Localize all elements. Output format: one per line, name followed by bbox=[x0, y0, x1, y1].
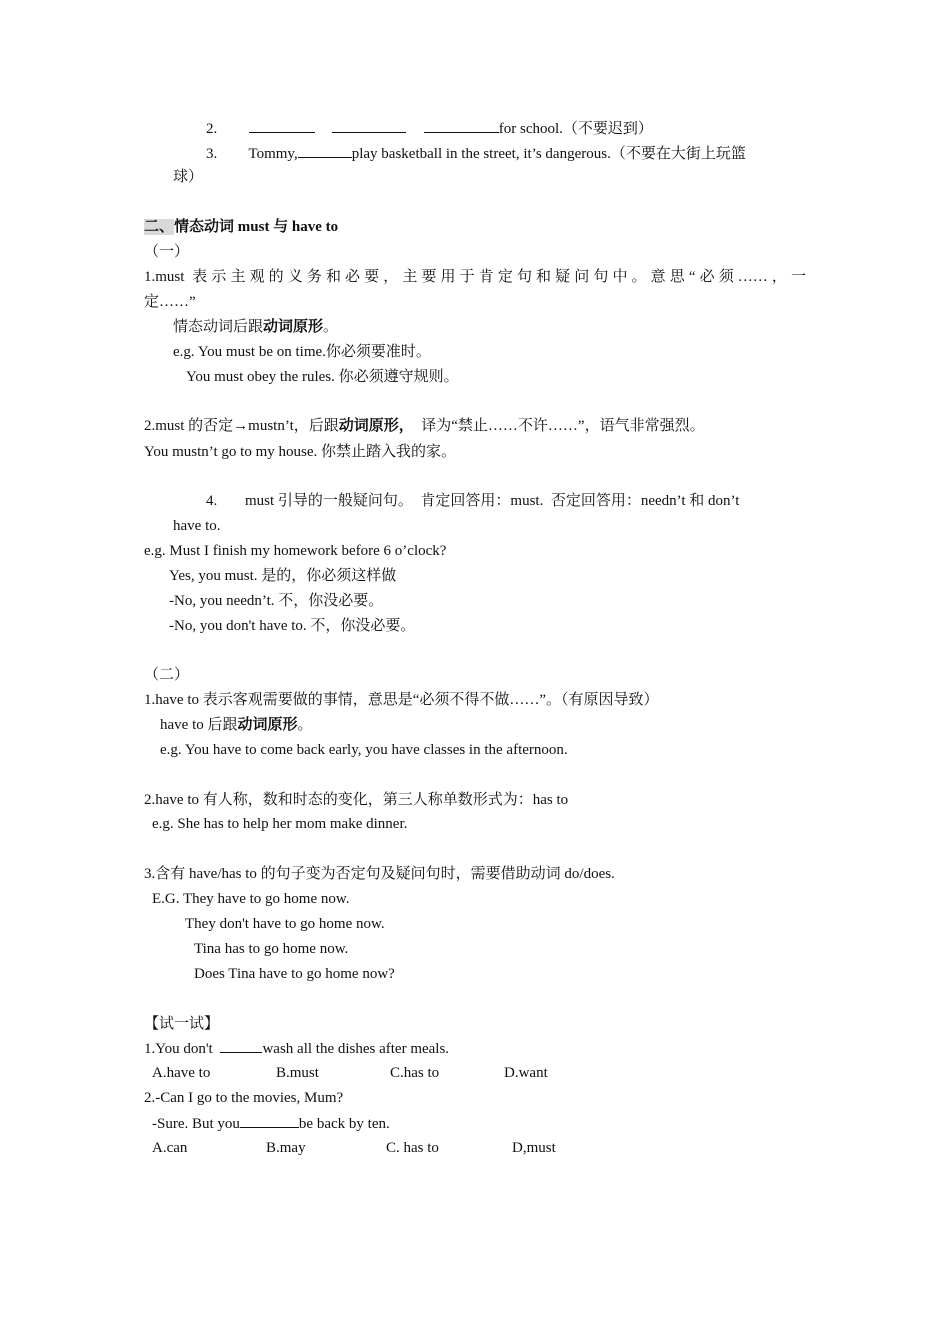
paragraph-line: 2.have to 有人称，数和时态的变化，第三人称单数形式为：has to bbox=[144, 792, 569, 808]
example-sentence: E.G. They have to go home now. bbox=[152, 891, 350, 907]
example-sentence: e.g. You have to come back early, you have classes in the afternoon. bbox=[160, 742, 568, 758]
question-text: for school.（不要迟到） bbox=[498, 121, 653, 137]
answer-blank[interactable] bbox=[249, 118, 315, 133]
question-text-start: Tommy, bbox=[248, 146, 298, 162]
section-title: 情态动词 must 与 have to bbox=[174, 219, 339, 235]
paragraph-line bbox=[160, 715, 313, 735]
paragraph-line bbox=[173, 317, 338, 337]
text: have to 后跟 bbox=[160, 717, 238, 733]
paragraph-line bbox=[144, 416, 705, 436]
example-answer: -No, you don't have to. 不，你没必要。 bbox=[169, 618, 416, 634]
text: must 引导的一般疑问句。 肯定回答用：must. 否定回答用：needn’t 和 don’t bbox=[245, 493, 740, 509]
emphasis: 动词原形 bbox=[237, 717, 298, 733]
example-sentence: Tina has to go home now. bbox=[194, 941, 349, 957]
option-b[interactable]: B.must bbox=[276, 1065, 319, 1081]
question-3-continued: 球） bbox=[173, 169, 204, 185]
answer-blank[interactable] bbox=[332, 118, 406, 133]
exercise-question-1 bbox=[144, 1038, 449, 1059]
exercise-question-2: 2.-Can I go to the movies, Mum? bbox=[144, 1090, 344, 1106]
text: 情态动词后跟 bbox=[173, 319, 264, 335]
paragraph-line: 1.have to 表示客观需要做的事情，意思是“必须不得不做……”。（有原因导致） bbox=[144, 692, 659, 708]
part-label: （一） bbox=[144, 244, 190, 260]
example-sentence: e.g. Must I finish my homework before 6 o’clock? bbox=[144, 543, 447, 559]
example-sentence: They don't have to go home now. bbox=[185, 916, 385, 932]
section-marker: 二、 bbox=[144, 219, 175, 235]
answer-blank[interactable] bbox=[220, 1038, 262, 1053]
example-sentence: e.g. You must be on time.你必须要准时。 bbox=[173, 344, 431, 360]
text: 1.You don't bbox=[144, 1041, 213, 1057]
text: be back by ten. bbox=[298, 1116, 390, 1132]
paragraph-line: have to. bbox=[173, 518, 221, 534]
example-sentence: e.g. She has to help her mom make dinner. bbox=[152, 816, 408, 832]
paragraph-line: 定……” bbox=[144, 294, 196, 310]
paragraph-line: 3.含有 have/has to 的句子变为否定句及疑问句时，需要借助动词 do/does. bbox=[144, 866, 615, 882]
option-d[interactable]: D,must bbox=[512, 1140, 556, 1156]
paragraph-line: 1.must 表示主观的义务和必要，主要用于肯定句和疑问句中。意思“必须……，一 bbox=[144, 269, 806, 285]
option-a[interactable]: A.have to bbox=[152, 1065, 211, 1081]
text: 2.must 的否定→mustn’t，后跟 bbox=[144, 418, 339, 434]
text: 。 bbox=[297, 717, 313, 733]
part-label: （二） bbox=[144, 667, 190, 683]
answer-blank[interactable] bbox=[240, 1113, 299, 1128]
exercise-question-2-line2 bbox=[152, 1113, 390, 1134]
example-answer: Yes, you must. 是的，你必须这样做 bbox=[169, 568, 397, 584]
option-c[interactable]: C.has to bbox=[390, 1065, 440, 1081]
paragraph-line bbox=[206, 491, 739, 511]
answer-blank[interactable] bbox=[424, 118, 499, 133]
question-text: play basketball in the street, it’s dangerous.（不要在大街上玩篮 bbox=[351, 146, 746, 162]
question-number: 3. bbox=[206, 146, 218, 162]
option-a[interactable]: A.can bbox=[152, 1140, 188, 1156]
answer-blank[interactable] bbox=[298, 143, 352, 158]
question-number: 2. bbox=[206, 121, 218, 137]
text: 。 bbox=[323, 319, 339, 335]
question-2 bbox=[206, 118, 653, 139]
example-sentence: Does Tina have to go home now? bbox=[194, 966, 395, 982]
section-heading bbox=[144, 217, 338, 237]
text: -Sure. But you bbox=[152, 1116, 240, 1132]
text: 译为“禁止……不许……”，语气非常强烈。 bbox=[413, 418, 705, 434]
emphasis: 动词原形， bbox=[338, 418, 414, 434]
option-b[interactable]: B.may bbox=[266, 1140, 306, 1156]
example-sentence: You mustn’t go to my house. 你禁止踏入我的家。 bbox=[144, 444, 456, 460]
question-3 bbox=[206, 143, 746, 164]
example-sentence: You must obey the rules. 你必须遵守规则。 bbox=[186, 369, 459, 385]
item-number: 4. bbox=[206, 493, 218, 509]
emphasis: 动词原形 bbox=[263, 319, 324, 335]
option-d[interactable]: D.want bbox=[504, 1065, 548, 1081]
text: wash all the dishes after meals. bbox=[262, 1041, 450, 1057]
option-c[interactable]: C. has to bbox=[386, 1140, 439, 1156]
exercise-heading: 【试一试】 bbox=[144, 1016, 220, 1032]
example-answer: -No, you needn’t. 不，你没必要。 bbox=[169, 593, 384, 609]
